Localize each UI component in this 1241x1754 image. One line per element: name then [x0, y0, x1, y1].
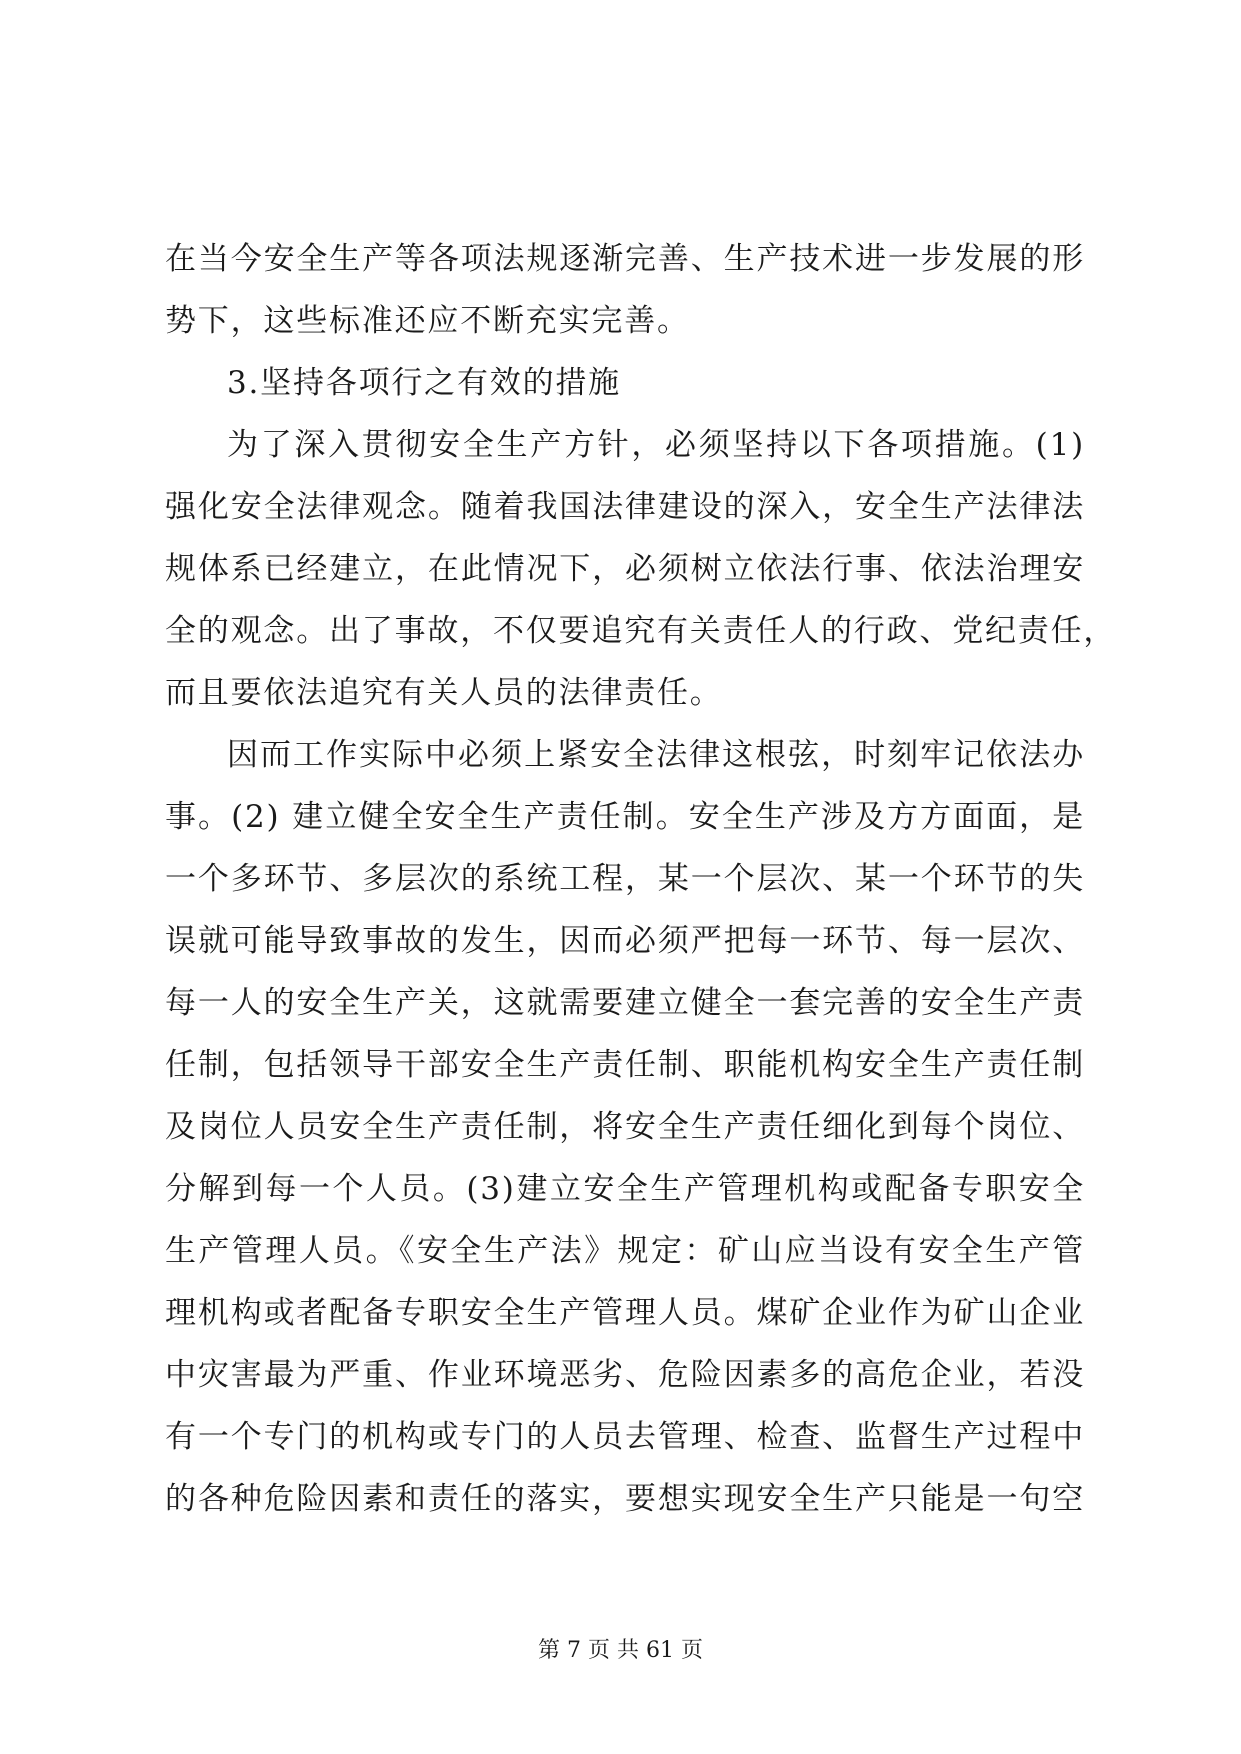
text-line: 的各种危险因素和责任的落实，要想实现安全生产只能是一句空: [165, 1481, 1085, 1517]
text-line: 误就可能导致事故的发生，因而必须严把每一环节、每一层次、: [165, 923, 1085, 959]
text-line: 强化安全法律观念。随着我国法律建设的深入，安全生产法律法: [165, 489, 1085, 525]
text-line: 因而工作实际中必须上紧安全法律这根弦，时刻牢记依法办: [227, 737, 1085, 773]
document-body: [165, 228, 1117, 1530]
text-line: 全的观念。出了事故，不仅要追究有关责任人的行政、党纪责任，: [165, 613, 1117, 649]
text-line: 及岗位人员安全生产责任制，将安全生产责任细化到每个岗位、: [165, 1109, 1085, 1145]
text-line: 势下，这些标准还应不断充实完善。: [165, 303, 690, 339]
text-line: 事。(2) 建立健全安全生产责任制。安全生产涉及方方面面，是: [165, 799, 1085, 835]
text-line: 3.坚持各项行之有效的措施: [227, 365, 621, 401]
text-line: 任制，包括领导干部安全生产责任制、职能机构安全生产责任制: [165, 1047, 1085, 1083]
text-line: 为了深入贯彻安全生产方针，必须坚持以下各项措施。(1): [227, 427, 1085, 463]
text-line: 每一人的安全生产关，这就需要建立健全一套完善的安全生产责: [165, 985, 1085, 1021]
text-line: 分解到每一个人员。(3)建立安全生产管理机构或配备专职安全: [165, 1171, 1085, 1207]
page-footer: 第 7 页 共 61 页: [538, 1638, 703, 1663]
text-line: 有一个专门的机构或专门的人员去管理、检查、监督生产过程中: [165, 1419, 1085, 1455]
text-line: 而且要依法追究有关人员的法律责任。: [165, 675, 723, 711]
text-line: 中灾害最为严重、作业环境恶劣、危险因素多的高危企业，若没: [165, 1357, 1085, 1393]
text-line: 在当今安全生产等各项法规逐渐完善、生产技术进一步发展的形: [165, 241, 1085, 277]
text-line: 规体系已经建立，在此情况下，必须树立依法行事、依法治理安: [165, 551, 1085, 587]
text-line: 一个多环节、多层次的系统工程，某一个层次、某一个环节的失: [165, 861, 1085, 897]
text-line: 生产管理人员。《安全生产法》规定：矿山应当设有安全生产管: [165, 1233, 1085, 1269]
text-line: 理机构或者配备专职安全生产管理人员。煤矿企业作为矿山企业: [165, 1295, 1085, 1331]
